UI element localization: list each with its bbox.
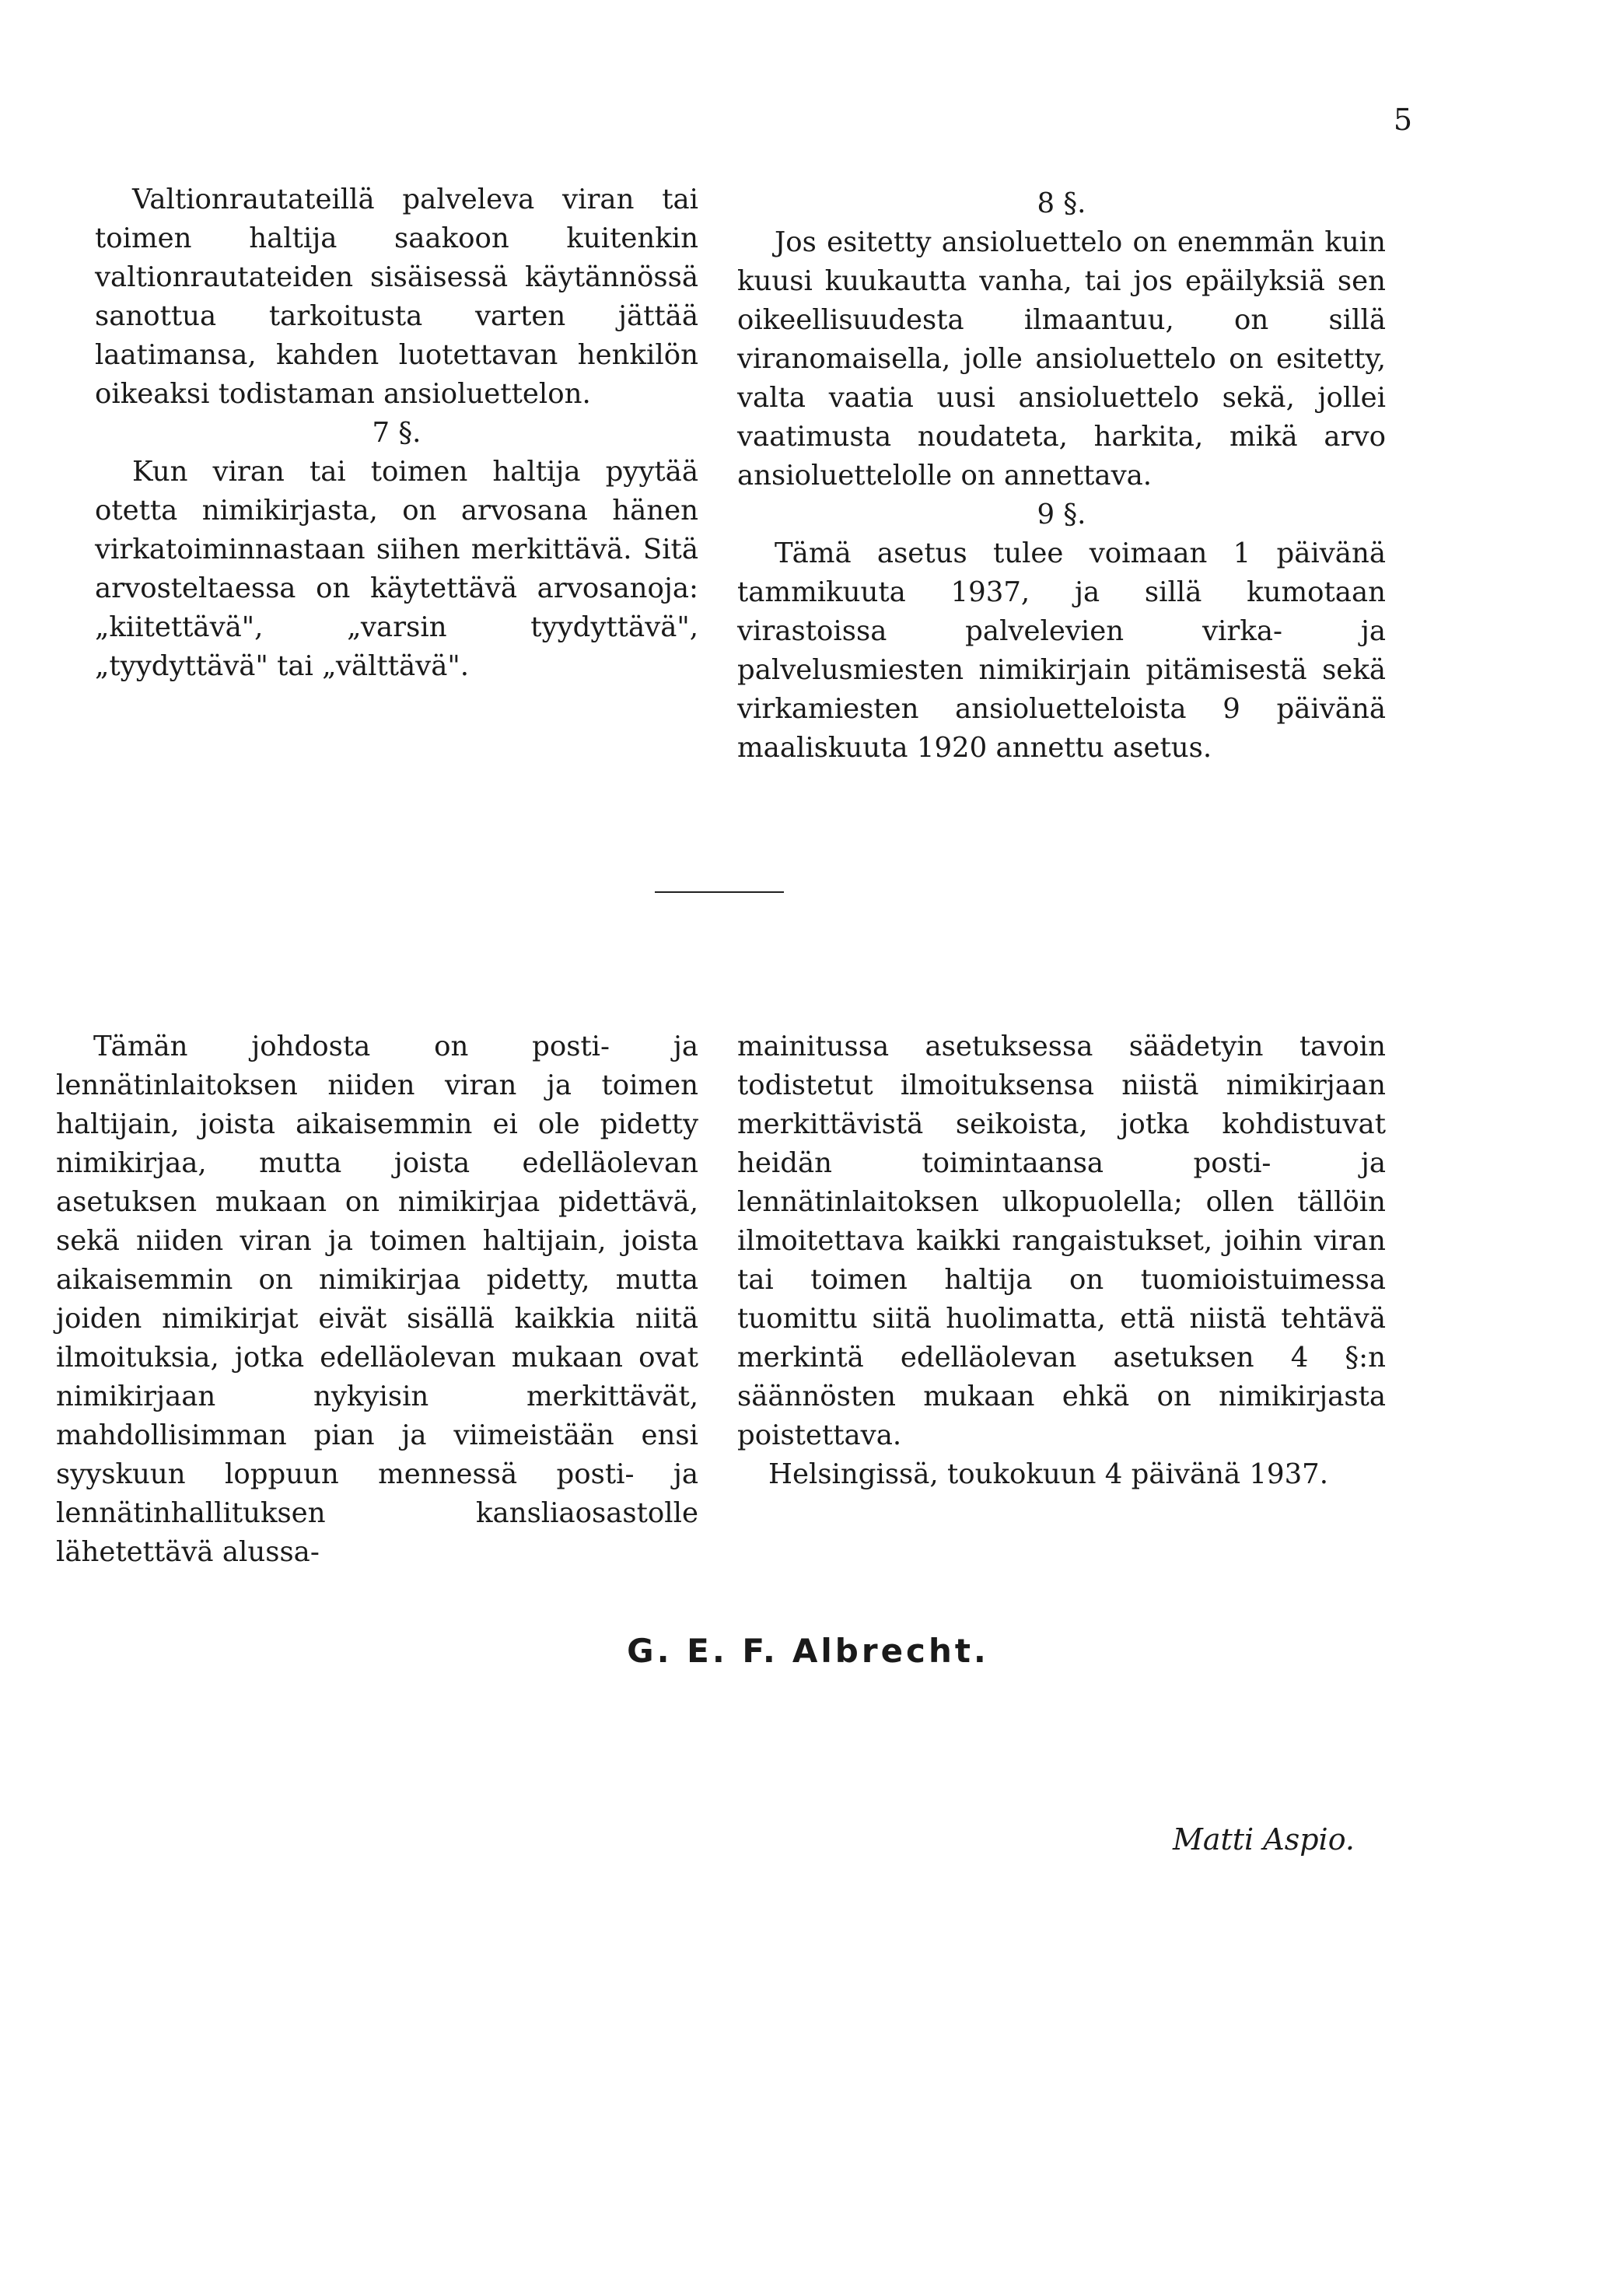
right-column-top [737, 184, 1386, 768]
right-column-bottom [737, 1027, 1386, 1494]
signature-aspio: Matti Aspio. [1172, 1822, 1355, 1857]
left-column-top [95, 180, 698, 686]
section-9-heading: 9 §. [1037, 499, 1086, 530]
paragraph-section-8: Jos esitetty ansioluettelo on enemmän kuin kuusi kuukautta vanha, tai jos epäilyksiä sen oikeellisuudesta ilmaantuu, on sillä viranomaisella, jolle ansioluettelo on esitetty, valta vaatia uusi ansioluettelo sekä, jollei vaatimusta noudateta, harkita, mikä arvo ansioluettelolle on annettava. [737, 226, 1386, 492]
section-7-heading: 7 §. [372, 417, 421, 449]
separator-rule [655, 891, 784, 893]
left-column-bottom [56, 1027, 698, 1572]
paragraph-section-9: Tämä asetus tulee voimaan 1 päivänä tammikuuta 1937, ja sillä kumotaan virastoissa palvelevien virka- ja palvelusmiesten nimikirjain pitämisestä sekä virkamiesten ansioluetteloista 9 päivänä maaliskuuta 1920 annettu asetus. [737, 537, 1386, 764]
signature-initials: G. E. F. [627, 1632, 778, 1670]
paragraph-section-7: Kun viran tai toimen haltija pyytää otetta nimikirjasta, on arvosana hänen virkatoiminnastaan siihen merkittävä. Sitä arvosteltaessa on käytettävä arvosanoja: „kiitettävä", „varsin tyydyttävä", „tyydyttävä" tai „välttävä". [95, 456, 698, 682]
page-number: 5 [1393, 103, 1412, 137]
paragraph-continuation: mainitussa asetuksessa säädetyin tavoin todistetut ilmoituksensa niistä nimikirjaan merkittävistä seikoista, jotka kohdistuvat heidän toimintaansa posti- ja lennätinlaitoksen ulkopuolella; ollen tällöin ilmoitettava kaikki rangaistukset, joihin viran tai toimen haltija on tuomioistuimessa tuomittu siitä huolimatta, että niistä tehtävä merkintä edelläolevan asetuksen 4 §:n säännösten mukaan ehkä on nimikirjasta poistettava. [737, 1031, 1386, 1451]
signature-surname: Albrecht. [792, 1632, 989, 1670]
date-line: Helsingissä, toukokuun 4 päivänä 1937. [768, 1458, 1329, 1490]
signature-albrecht [0, 1632, 1616, 1670]
paragraph-valtionrautatiet: Valtionrautateillä palveleva viran tai toimen haltija saakoon kuitenkin valtionrautateiden sisäisessä käytännössä sanottua tarkoitusta varten jättää laatimansa, kahden luotettavan henkilön oikeaksi todistaman ansioluettelon. [95, 184, 698, 410]
section-8-heading: 8 §. [1037, 187, 1086, 219]
paragraph-posti-lennatin: Tämän johdosta on posti- ja lennätinlaitoksen niiden viran ja toimen haltijain, joista aikaisemmin ei ole pidetty nimikirjaa, mutta joista edelläolevan asetuksen mukaan on nimikirjaa pidettävä, sekä niiden viran ja toimen haltijain, joista aikaisemmin on nimikirjaa pidetty, mutta joiden nimikirjat eivät sisällä kaikkia niitä ilmoituksia, jotka edelläolevan mukaan ovat nimikirjaan nykyisin merkittävät, mahdollisimman pian ja viimeistään ensi syyskuun loppuun mennessä posti- ja lennätinhallituksen kansliaosastolle lähetettävä alussa- [56, 1031, 698, 1568]
